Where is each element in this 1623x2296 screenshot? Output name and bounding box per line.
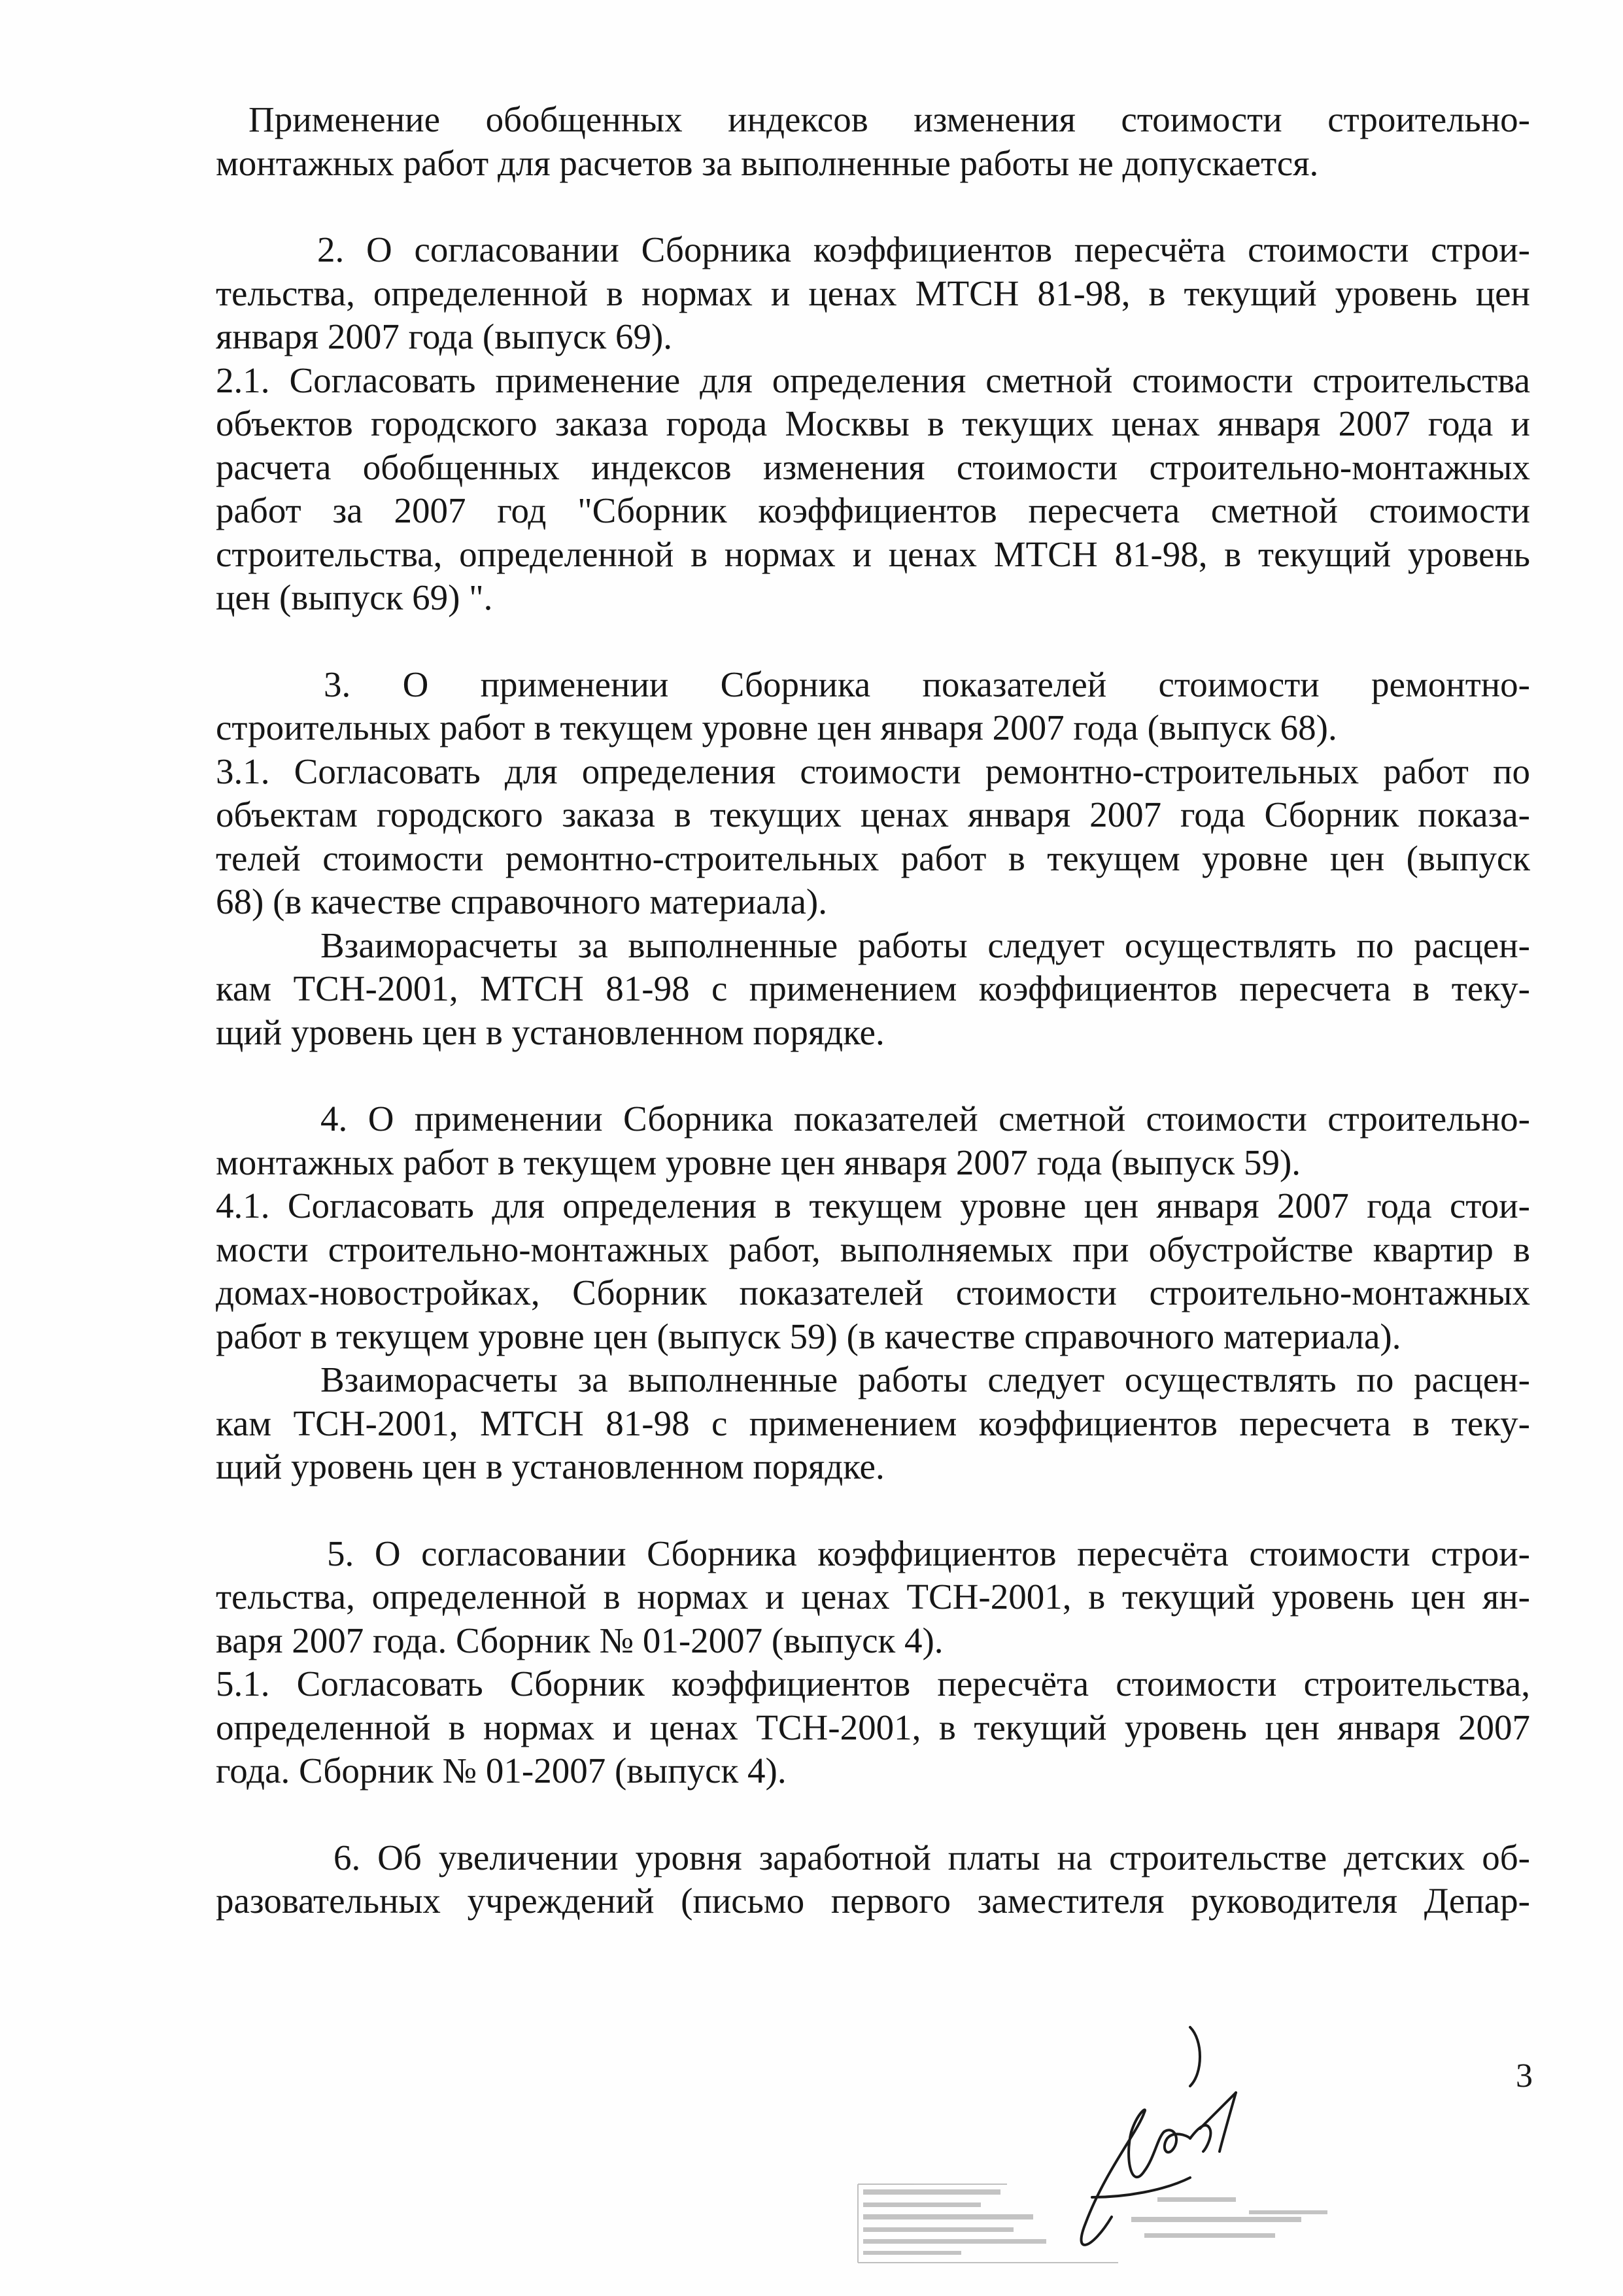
text-line: расчета обобщенных индексов изменения стоимости строительно-монтажных bbox=[216, 447, 1530, 487]
paragraph-gap bbox=[216, 1054, 1530, 1097]
text-line: 5. О согласовании Сборника коэффициентов пересчёта стоимости строи- bbox=[327, 1533, 1530, 1573]
text-line: монтажных работ в текущем уровне цен января 2007 года (выпуск 59). bbox=[216, 1142, 1301, 1182]
text-line: монтажных работ для расчетов за выполненные работы не допускается. bbox=[216, 143, 1319, 183]
text-line: года. Сборник № 01-2007 (выпуск 4). bbox=[216, 1751, 787, 1791]
signature bbox=[1033, 2001, 1308, 2276]
paragraph-gap bbox=[216, 620, 1530, 663]
text-line: щий уровень цен в установленном порядке. bbox=[216, 1012, 885, 1052]
paragraph-gap bbox=[216, 185, 1530, 228]
text-line: варя 2007 года. Сборник № 01-2007 (выпуск 4). bbox=[216, 1620, 944, 1660]
text-line: 3. О применении Сборника показателей стоимости ремонтно- bbox=[324, 664, 1530, 704]
page-number: 3 bbox=[1516, 2057, 1533, 2095]
text-line: 6. Об увеличении уровня заработной платы на строительстве детских об- bbox=[333, 1837, 1530, 1877]
paragraph-gap bbox=[216, 1793, 1530, 1836]
text-line: объектов городского заказа города Москвы в текущих ценах января 2007 года и bbox=[216, 403, 1530, 443]
text-line: мости строительно-монтажных работ, выполняемых при обустройстве квартир в bbox=[216, 1229, 1530, 1269]
text-line: тельства, определенной в нормах и ценах МТСН 81-98, в текущий уровень цен bbox=[216, 273, 1530, 313]
text-line: 4.1. Согласовать для определения в текущем уровне цен января 2007 года стои- bbox=[216, 1186, 1530, 1225]
text-line: щий уровень цен в установленном порядке. bbox=[216, 1447, 885, 1486]
text-line: 2. О согласовании Сборника коэффициентов пересчёта стоимости строи- bbox=[317, 230, 1530, 269]
text-line: кам ТСН-2001, МТСН 81-98 с применением коэффициентов пересчета в теку- bbox=[216, 968, 1530, 1008]
text-line: 5.1. Согласовать Сборник коэффициентов пересчёта стоимости строительства, bbox=[216, 1664, 1530, 1704]
text-line: строительства, определенной в нормах и ценах МТСН 81-98, в текущий уровень bbox=[216, 534, 1530, 574]
text-line: Взаиморасчеты за выполненные работы следует осуществлять по расцен- bbox=[320, 1360, 1530, 1399]
text-line: цен (выпуск 69) ". bbox=[216, 577, 493, 617]
text-line: строительных работ в текущем уровне цен января 2007 года (выпуск 68). bbox=[216, 708, 1337, 747]
text-line: домах-новостройках, Сборник показателей стоимости строительно-монтажных bbox=[216, 1273, 1530, 1312]
text-line: тельства, определенной в нормах и ценах ТСН-2001, в текущий уровень цен ян- bbox=[216, 1577, 1530, 1617]
text-line: объектам городского заказа в текущих ценах января 2007 года Сборник показа- bbox=[216, 795, 1530, 834]
text-line: кам ТСН-2001, МТСН 81-98 с применением коэффициентов пересчета в теку- bbox=[216, 1403, 1530, 1443]
text-line: Применение обобщенных индексов изменения стоимости строительно- bbox=[248, 99, 1530, 139]
text-line: работ за 2007 год "Сборник коэффициентов пересчета сметной стоимости bbox=[216, 490, 1530, 530]
text-line: работ в текущем уровне цен (выпуск 59) (в качестве справочного материала). bbox=[216, 1316, 1401, 1356]
text-line: определенной в нормах и ценах ТСН-2001, в текущий уровень цен января 2007 bbox=[216, 1707, 1530, 1747]
text-line: января 2007 года (выпуск 69). bbox=[216, 317, 673, 356]
text-line: 2.1. Согласовать применение для определения сметной стоимости строительства bbox=[216, 360, 1530, 400]
text-line: телей стоимости ремонтно-строительных работ в текущем уровне цен (выпуск bbox=[216, 838, 1530, 878]
text-line: 4. О применении Сборника показателей сметной стоимости строительно- bbox=[320, 1099, 1530, 1139]
text-line: разовательных учреждений (письмо первого заместителя руководителя Депар- bbox=[216, 1881, 1530, 1921]
paragraph-gap bbox=[216, 1489, 1530, 1532]
text-line: Взаиморасчеты за выполненные работы следует осуществлять по расцен- bbox=[320, 925, 1530, 965]
text-line: 68) (в качестве справочного материала). bbox=[216, 882, 827, 921]
document-body bbox=[216, 98, 1530, 1923]
text-line: 3.1. Согласовать для определения стоимости ремонтно-строительных работ по bbox=[216, 751, 1530, 791]
